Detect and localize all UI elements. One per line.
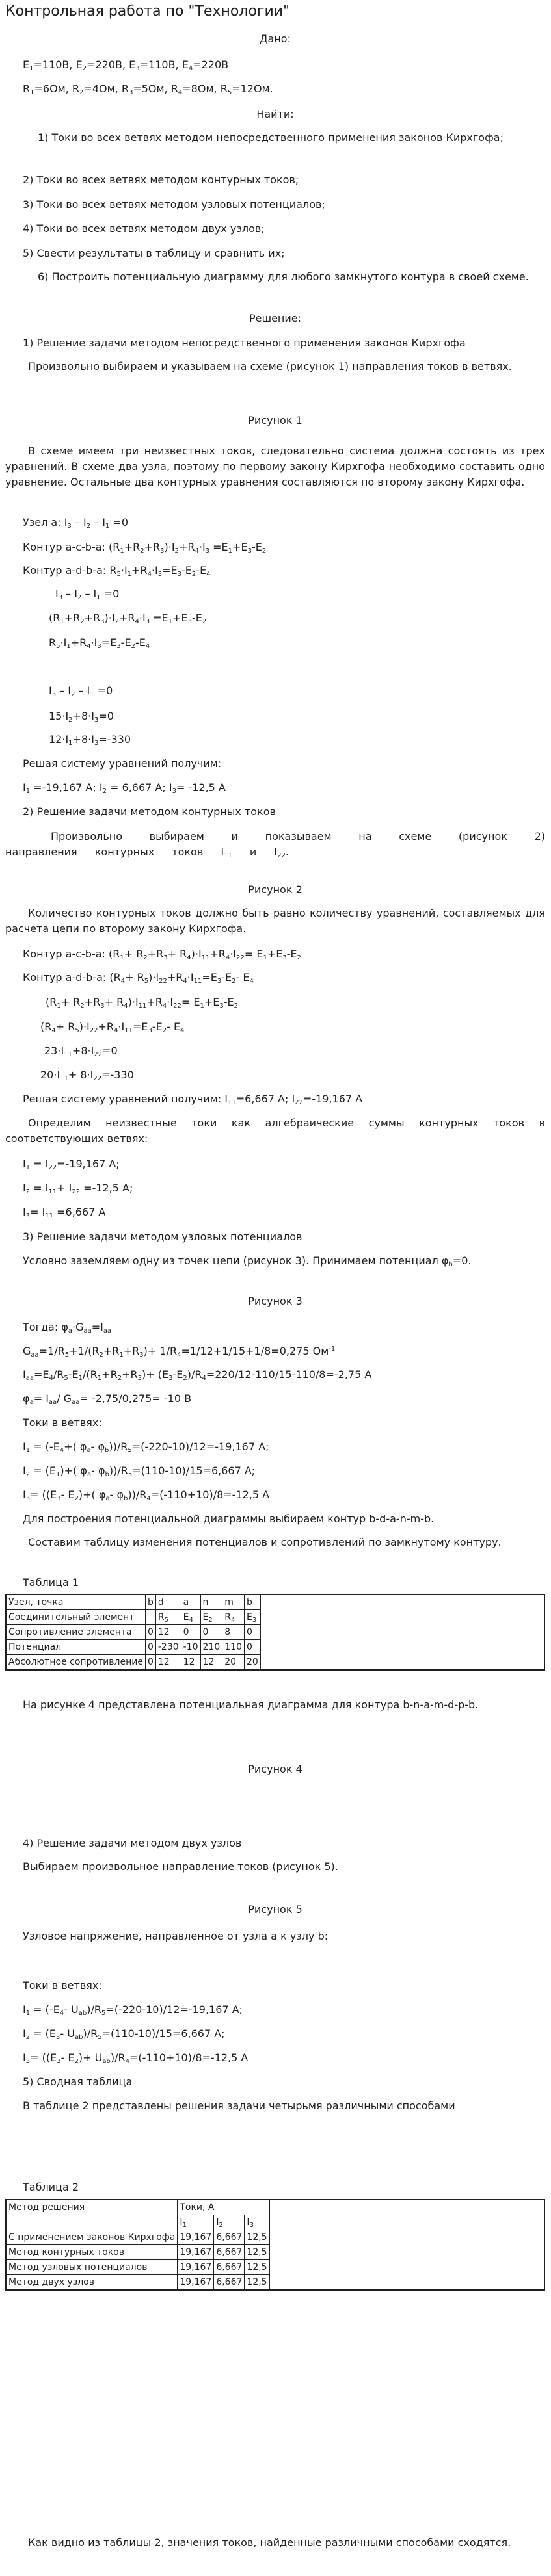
value-cell: 110 (222, 1640, 245, 1655)
row-label-cell: Сопротивление элемента (6, 1625, 145, 1640)
table-row (6, 1625, 544, 1640)
summary-table (5, 2199, 545, 2291)
value-cell: 12 (181, 1655, 200, 1671)
loop-currents-eq-1: Контур a-c-b-a: $(R_1+ R_2+R_3+ R_4)\cdot I_{11}+R_4\cdot I_{22}= E_1+E_3-E_2$ (23, 948, 301, 961)
potential-result: $\varphi_a= I_{aa}/$ $G_{aa}= -2,75/0,275= -10$ В (23, 1392, 192, 1406)
value-cell: 0 (145, 1655, 155, 1671)
current-cell: 12,5 (245, 2275, 269, 2291)
potential-table (5, 1594, 545, 1671)
section-2-heading: 2) Решение задачи методом контурных токов (23, 805, 276, 818)
loop-acba-equation: Контур a-c-b-a: $(R_1+R_2+R_3)\cdot I_2+R_4\cdot I_3 =E_1+E_3-E_2$ (23, 541, 267, 554)
loop-numeric-eq-2: $20\cdot I_{11}+ 8\cdot I_{22}=-330$ (40, 1069, 134, 1082)
section-2-paragraph: Произвольно выбираем и показываем на схеме (рисунок 2) направления контурных токов $I_{11}$ и $I_{22}$. (5, 830, 545, 859)
loop-count-paragraph: Количество контурных токов должно быть равно количеству уравнений, составляемых для расчета цепи по второму закону Кирхгофа. (5, 907, 545, 935)
table-row (6, 1640, 544, 1655)
current-cell: 12,5 (245, 2230, 269, 2245)
current-cell: 19,167 (178, 2245, 214, 2260)
branch-currents-label: Токи в ветвях: (23, 1416, 102, 1429)
value-cell: d (155, 1594, 181, 1610)
value-cell: 12 (155, 1655, 181, 1671)
current-cell: 19,167 (178, 2260, 214, 2275)
loop-adba-equation: Контур a-d-b-a: $R_5\cdot I_1+R_4\cdot I_3=E_3-E_2-E_4$ (23, 564, 211, 578)
figure-4-caption: Рисунок 4 (248, 1763, 302, 1775)
section-3-heading: 3) Решение задачи методом узловых потенциалов (23, 1230, 302, 1243)
numeric-eq-3: $12\cdot I_1+8\cdot I_3=-330$ (49, 733, 131, 747)
current-cell: 6,667 (214, 2275, 245, 2291)
value-cell: $R_4$ (222, 1610, 245, 1625)
task-6: 6) Построить потенциальную диаграмму для любого замкнутого контура в своей схеме. (38, 270, 529, 283)
loop-currents-eq-2: Контур a-d-b-a: $(R_4+ R_5)\cdot I_{22}+R_4\cdot I_{11}=E_3-E_2-$ $E_4$ (23, 971, 254, 985)
value-cell: b (145, 1594, 155, 1610)
loop-system-eq-1: $(R_1+ R_2+R_3+ R_4)\cdot I_{11}+R_4\cdot I_{22}= E_1+E_3-E_2$ (46, 996, 238, 1009)
conclusion-paragraph: Как видно из таблицы 2, значения токов, найденные различными способами сходятся. (28, 2536, 511, 2549)
result-2: Решая систему уравнений получим: $I_{11}=6,667$ A; $I_{22}=-19,167$ A (23, 1093, 363, 1106)
nodal-i3: $I_3= ((E_3-$ $E_2)+$( $\varphi_a-$ $\varphi_b))/R_4=(-110+10)/8=-12,5$ A (23, 1489, 270, 1502)
task-4: 4) Токи во всех ветвях методом двух узлов; (23, 222, 265, 235)
task-1: 1) Токи во всех ветвях методом непосредственного применения законов Кирхгофа; (38, 131, 504, 144)
section-1-heading: 1) Решение задачи методом непосредственного применения законов Кирхгофа (23, 337, 466, 349)
value-cell: 12 (155, 1625, 181, 1640)
task-5: 5) Свести результаты в таблицу и сравнить их; (23, 247, 285, 259)
node-potential-eq: Тогда: $\varphi_a\cdot G_{aa}=I_{aa}$ (23, 1321, 112, 1334)
twonode-i3: $I_3= ((E_3-$ $E_2)+ U_{ab})/R_4=(-110+10)/8=-12,5$ A (23, 2051, 249, 2065)
value-cell (145, 1610, 155, 1625)
value-cell: 8 (222, 1625, 245, 1640)
value-cell: -230 (155, 1640, 181, 1655)
table-2-intro: В таблице 2 представлены решения задачи четырьмя различными способами (23, 2100, 455, 2112)
table-row (6, 1594, 544, 1610)
numeric-eq-2: $15\cdot I_2+8\cdot I_3=0$ (49, 710, 114, 723)
method-cell: Метод узловых потенциалов (6, 2260, 178, 2275)
header-method: Метод решения (6, 2200, 178, 2230)
value-cell: $E_3$ (245, 1610, 261, 1625)
value-cell: m (222, 1594, 245, 1610)
value-cell: 20 (245, 1655, 261, 1671)
diagram-loop-text: Для построения потенциальной диаграммы выбираем контур b-d-a-n-m-b. (23, 1513, 435, 1525)
section-4-paragraph: Выбираем произвольное направление токов (рисунок 5). (23, 1860, 338, 1873)
current-cell: 19,167 (178, 2230, 214, 2245)
loop-numeric-eq-1: $23\cdot I_{11}+8\cdot I_{22}=0$ (44, 1045, 118, 1058)
solution-heading: Решение: (249, 312, 302, 324)
branch-i1: $I_1 = I_{22}=-19,167$ A; (23, 1158, 120, 1171)
current-cell: 6,667 (214, 2230, 245, 2245)
section-4-heading: 4) Решение задачи методом двух узлов (23, 1837, 242, 1849)
figure-1-caption: Рисунок 1 (248, 414, 302, 426)
value-cell: $E_4$ (181, 1610, 200, 1625)
current-cell: 12,5 (245, 2245, 269, 2260)
task-3: 3) Токи во всех ветвях методом узловых потенциалов; (23, 198, 325, 211)
branch-i2: $I_2 = I_{11}+ I_{22} =-12,5$ A; (23, 1182, 133, 1195)
method-cell: Метод двух узлов (6, 2275, 178, 2291)
value-cell: 0 (245, 1640, 261, 1655)
method-cell: С применением законов Кирхгофа (6, 2230, 178, 2245)
table-1-caption: Таблица 1 (23, 1576, 79, 1589)
find-heading: Найти: (256, 108, 294, 120)
current-cell: 12,5 (245, 2260, 269, 2275)
table-2-caption: Таблица 2 (23, 2181, 79, 2193)
value-cell: 0 (181, 1625, 200, 1640)
system-eq-1: $I_3 - I_2 - I_1 =0$ (55, 588, 120, 601)
make-table-paragraph: Составим таблицу изменения потенциалов и сопротивлений по замкнутому контуру. (28, 1536, 502, 1548)
row-label-cell: Соединительный элемент (6, 1610, 145, 1625)
kirchhoff-paragraph: В схеме имеем три неизвестных токов, следовательно система должна состоять из трех уравнений. В схеме два узла, поэтому по первому закону Кирхгофа необходимо составить одно уравнение. Остальные два контурных уравнения составляются по второму закону Кирхгофа. (5, 445, 545, 488)
nodal-i1: $I_1 = (-E_4+$( $\varphi_a-$ $\varphi_b))/R_5=(-220-10)/12=-19,167$ A; (23, 1440, 269, 1454)
numeric-eq-1: $I_3 - I_2 - I_1 =0$ (49, 684, 113, 698)
figure-2-caption: Рисунок 2 (248, 883, 302, 896)
header-i3: $I_3$ (245, 2215, 269, 2230)
result-1: $I_1 =-19,167$ A; $I_2 = 6,667$ A; $I_3= -12,5$ A (23, 781, 226, 795)
value-cell: $R_5$ (155, 1610, 181, 1625)
section-5-heading: 5) Сводная таблица (23, 2075, 133, 2088)
branch-currents-paragraph: Определим неизвестные токи как алгебраические суммы контурных токов в соответствующих ветвях: (5, 1117, 545, 1145)
value-cell: 0 (200, 1625, 222, 1640)
current-cell: 6,667 (214, 2245, 245, 2260)
value-cell: 0 (145, 1640, 155, 1655)
value-cell: -10 (181, 1640, 200, 1655)
section-1-paragraph: Произвольно выбираем и указываем на схеме (рисунок 1) направления токов в ветвях. (28, 360, 512, 372)
header-i1: $I_1$ (178, 2215, 214, 2230)
value-cell: 20 (222, 1655, 245, 1671)
value-cell: 12 (200, 1655, 222, 1671)
system-eq-2: $(R_1+R_2+R_3)\cdot I_2+R_4\cdot I_3 =E_1+E_3-E_2$ (49, 612, 207, 625)
header-currents: Токи, А (178, 2200, 269, 2215)
value-cell: 210 (200, 1640, 222, 1655)
node-equation: Узел а: $I_3 - I_2 - I_1 =0$ (23, 516, 128, 530)
nodal-voltage-text: Узловое напряжение, направленное от узла a к узлу b: (23, 1930, 329, 1942)
row-label-cell: Узел, точка (6, 1594, 145, 1610)
row-label-cell: Потенциал (6, 1640, 145, 1655)
value-cell: $E_2$ (200, 1610, 222, 1625)
value-cell: 0 (245, 1625, 261, 1640)
given-emf: $E_1=110В$, $E_2=220В$, $E_3=110В$, $E_4=220В$ (23, 59, 229, 72)
value-cell: b (245, 1594, 261, 1610)
system-eq-3: $R_5\cdot I_1+R_4\cdot I_3=E_3-E_2-E_4$ (49, 636, 150, 650)
task-2: 2) Токи во всех ветвях методом контурных токов; (23, 174, 299, 186)
figure-3-caption: Рисунок 3 (248, 1295, 302, 1307)
ground-paragraph: Условно заземляем одну из точек цепи (рисунок 3). Принимаем потенциал $\varphi_b=0$. (23, 1255, 472, 1268)
current-cell: 6,667 (214, 2260, 245, 2275)
table-row (6, 1655, 544, 1671)
solve-text-1: Решая систему уравнений получим: (23, 757, 222, 770)
document-title: Контрольная работа по "Технологии" (5, 3, 290, 20)
given-resistances: $R_1=6Ом$, $R_2=4Ом$, $R_3=5Ом$, $R_4=8Ом$, $R_5=12Ом$. (23, 83, 273, 96)
current-cell: 19,167 (178, 2275, 214, 2291)
value-cell: 0 (145, 1625, 155, 1640)
nodal-i2: $I_2 = (E_1)+$( $\varphi_a-$ $\varphi_b))/R_5=(110-10)/15=6,667$ A; (23, 1464, 256, 1478)
figure-5-caption: Рисунок 5 (248, 1903, 302, 1916)
twonode-i2: $I_2 = (E_3-$ $U_{ab})/R_5=(110-10)/15=6,667$ A; (23, 2027, 225, 2041)
loop-system-eq-2: $(R_4+ R_5)\cdot I_{22}+R_4\cdot I_{11}=E_3-E_2-$ $E_4$ (40, 1021, 185, 1034)
given-heading: Дано: (260, 33, 291, 45)
source-current-eq: $I_{aa}=E_4/R_5-E_1/(R_1+R_2+R_3)+ (E_3-E_2)/R_4=220/12-110/15-110/8=-2,75$ A (23, 1368, 372, 1382)
branch-currents-label-2: Токи в ветвях: (23, 1979, 102, 1992)
branch-i3: $I_3= I_{11} =6,667$ A (23, 1206, 106, 1219)
twonode-i1: $I_1 = (-E_4-$ $U_{ab})/R_5=(-220-10)/12=-19,167$ A; (23, 2003, 243, 2017)
table-row (6, 1610, 544, 1625)
figure-4-text: На рисунке 4 представлена потенциальная диаграмма для контура b-n-a-m-d-p-b. (23, 1698, 479, 1711)
value-cell: a (181, 1594, 200, 1610)
value-cell: n (200, 1594, 222, 1610)
method-cell: Метод контурных токов (6, 2245, 178, 2260)
row-label-cell: Абсолютное сопротивление (6, 1655, 145, 1671)
conductance-eq: $G_{aa}=1/R_5+1/(R_2+R_1+R_3)+ 1/R_4=1/12+1/15+1/8=0,275$ $Ом^{-1}$ (23, 1345, 336, 1359)
header-i2: $I_2$ (214, 2215, 245, 2230)
